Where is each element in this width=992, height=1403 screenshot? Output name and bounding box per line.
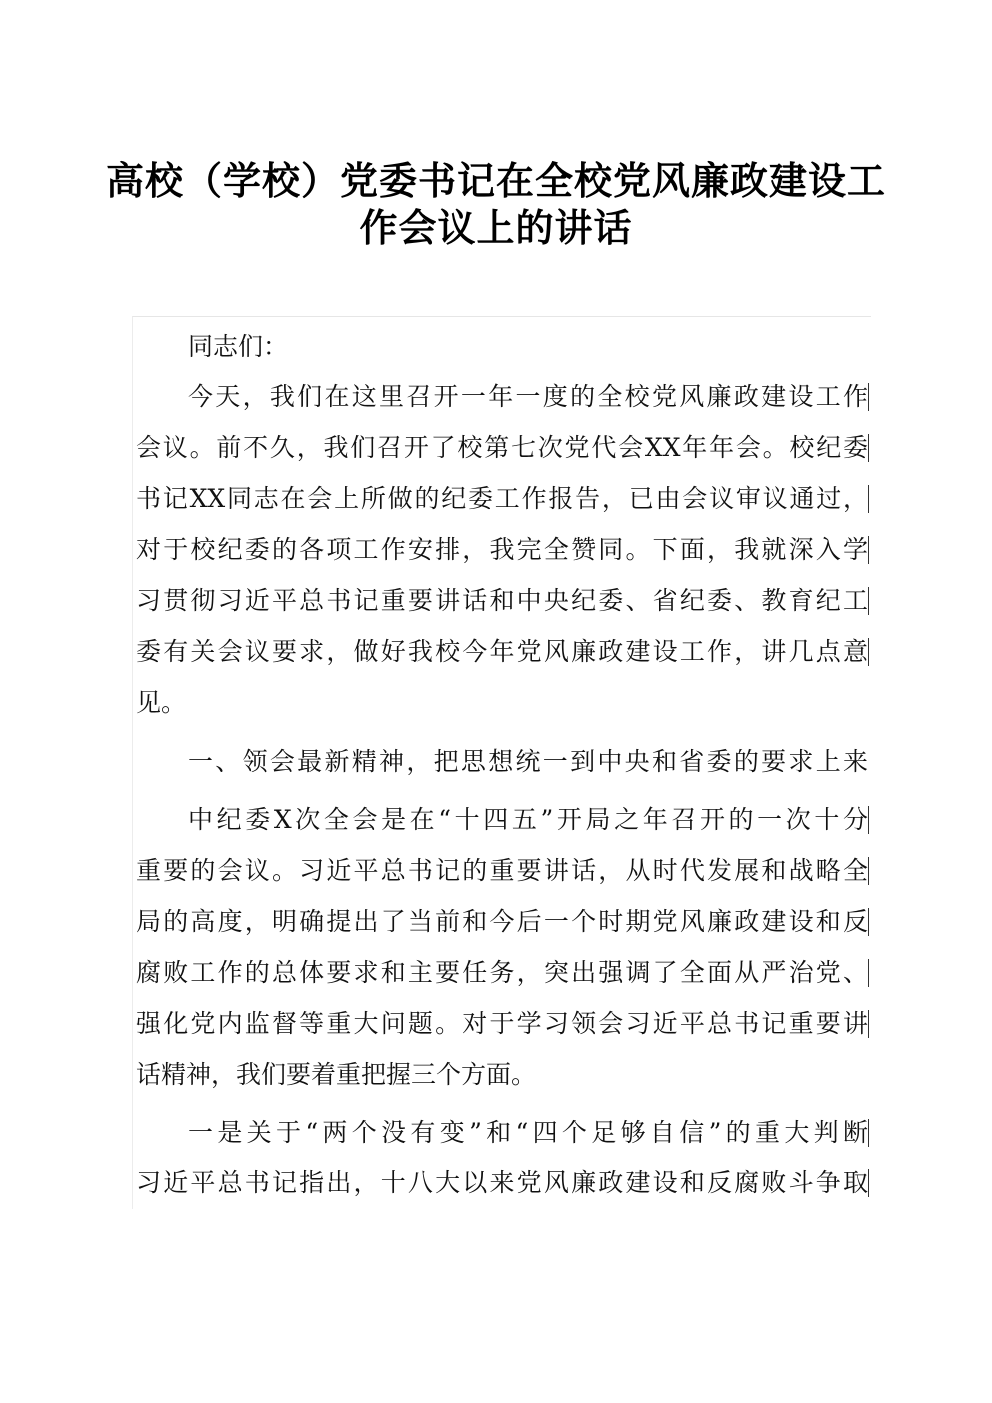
line-edge-mark xyxy=(868,587,869,615)
paragraph-3-line-1: 一是关于“两个没有变”和“四个足够自信”的重大判断 xyxy=(188,1118,868,1147)
paragraph-1-line-5: 习贯彻习近平总书记重要讲话和中央纪委、省纪委、教育纪工 xyxy=(136,586,868,615)
line-edge-mark xyxy=(868,908,869,936)
paragraph-2-line-4: 腐败工作的总体要求和主要任务，突出强调了全面从严治党、 xyxy=(136,958,868,987)
paragraph-1-line-6: 委有关会议要求，做好我校今年党风廉政建设工作，讲几点意 xyxy=(136,637,868,666)
paragraph-1-line-7: 见。 xyxy=(136,688,187,717)
line-edge-mark xyxy=(868,536,869,564)
paragraph-1-line-2: 会议。前不久，我们召开了校第七次党代会XX年年会。校纪委 xyxy=(136,433,868,462)
line-edge-mark xyxy=(868,857,869,885)
paragraph-1-line-4: 对于校纪委的各项工作安排，我完全赞同。下面，我就深入学 xyxy=(136,535,868,564)
line-edge-mark xyxy=(868,959,869,987)
line-edge-mark xyxy=(868,434,869,462)
salutation: 同志们： xyxy=(188,332,289,361)
document-title-line-1: 高校（学校）党委书记在全校党风廉政建设工 xyxy=(105,159,886,203)
line-edge-mark xyxy=(868,1169,869,1197)
line-edge-mark xyxy=(868,1119,869,1147)
paragraph-1-line-3: 书记XX同志在会上所做的纪委工作报告，已由会议审议通过， xyxy=(136,484,868,513)
paragraph-2-line-5: 强化党内监督等重大问题。对于学习领会习近平总书记重要讲 xyxy=(136,1009,868,1038)
paragraph-1-line-1: 今天，我们在这里召开一年一度的全校党风廉政建设工作 xyxy=(188,382,868,411)
paragraph-3-line-2: 习近平总书记指出，十八大以来党风廉政建设和反腐败斗争取 xyxy=(136,1168,868,1197)
paragraph-2-line-1: 中纪委X次全会是在“十四五”开局之年召开的一次十分 xyxy=(188,805,868,834)
line-edge-mark xyxy=(868,806,869,834)
line-edge-mark xyxy=(868,638,869,666)
paragraph-2-line-6: 话精神，我们要着重把握三个方面。 xyxy=(136,1060,537,1089)
document-title-line-2: 作会议上的讲话 xyxy=(359,206,633,250)
line-edge-mark xyxy=(868,485,869,513)
line-edge-mark xyxy=(868,1010,869,1038)
line-edge-mark xyxy=(868,383,869,411)
section-heading-1: 一、领会最新精神，把思想统一到中央和省委的要求上来 xyxy=(188,747,868,776)
paragraph-2-line-3: 局的高度，明确提出了当前和今后一个时期党风廉政建设和反 xyxy=(136,907,868,936)
paragraph-2-line-2: 重要的会议。习近平总书记的重要讲话，从时代发展和战略全 xyxy=(136,856,868,885)
